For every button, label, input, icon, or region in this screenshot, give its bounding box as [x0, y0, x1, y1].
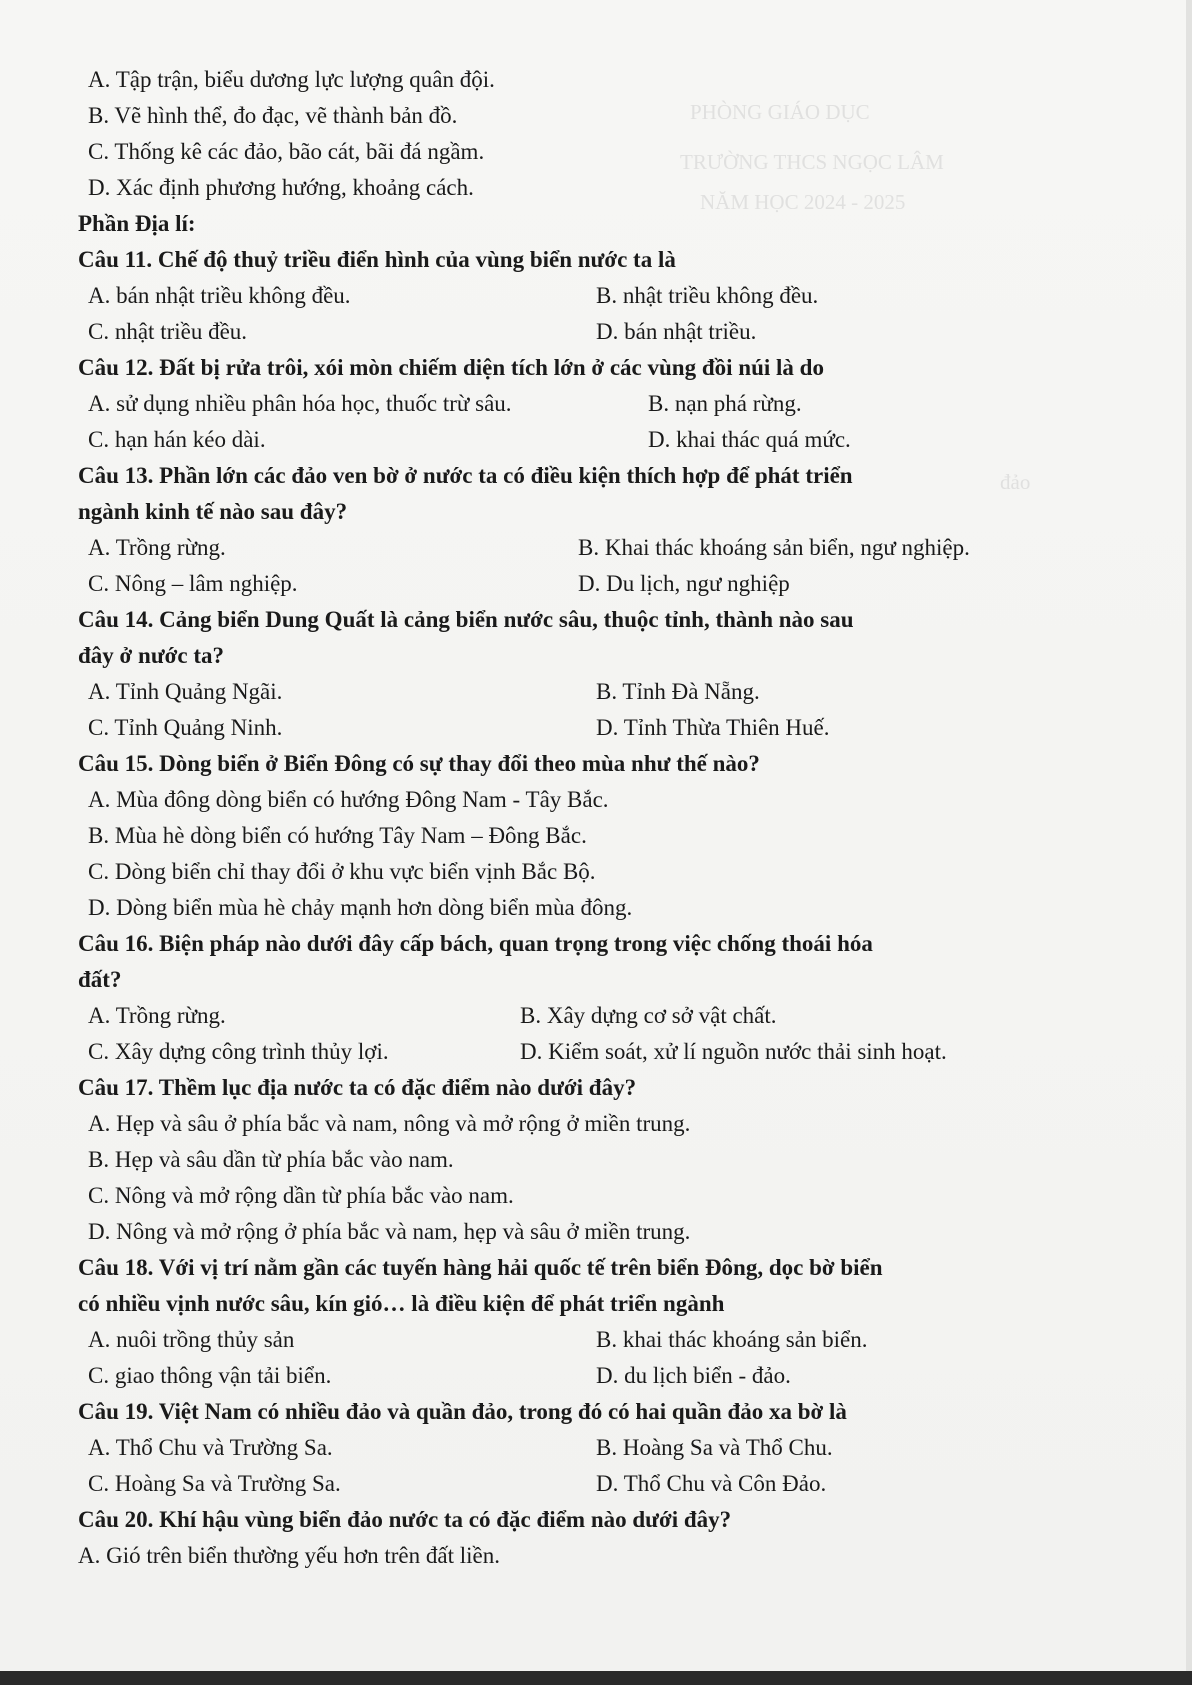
question-19: Câu 19. Việt Nam có nhiều đảo và quần đảo, trong đó có hai quần đảo xa bờ là: [78, 1399, 847, 1424]
show-through-text: đảo: [1000, 470, 1031, 494]
question-13: Câu 13. Phần lớn các đảo ven bờ ở nước ta có điều kiện thích hợp để phát triển: [78, 463, 853, 488]
option-d: D. Kiểm soát, xử lí nguồn nước thải sinh hoạt.: [520, 1039, 947, 1064]
option-row: [78, 566, 1118, 602]
option-row: [78, 422, 1118, 458]
show-through-text: TRƯỜNG THCS NGỌC LÂM: [680, 150, 944, 174]
scan-border: [0, 1671, 1192, 1685]
option-d: D. Thổ Chu và Côn Đảo.: [596, 1471, 827, 1496]
option-d: D. khai thác quá mức.: [648, 427, 851, 452]
option-b: B. Hẹp và sâu dần từ phía bắc vào nam.: [88, 1147, 454, 1172]
option-c: C. Tỉnh Quảng Ninh.: [88, 715, 283, 740]
option-b: B. nhật triều không đều.: [596, 283, 819, 308]
question-16: Câu 16. Biện pháp nào dưới đây cấp bách, quan trọng trong việc chống thoái hóa: [78, 931, 873, 956]
option-d: D. Nông và mở rộng ở phía bắc và nam, hẹp và sâu ở miền trung.: [88, 1219, 691, 1244]
option-c: C. Nông và mở rộng dần từ phía bắc vào nam.: [88, 1183, 514, 1208]
option-row: [78, 1034, 1118, 1070]
question-14: Câu 14. Cảng biển Dung Quất là cảng biển nước sâu, thuộc tỉnh, thành nào sau: [78, 607, 854, 632]
option-a: A. sử dụng nhiều phân hóa học, thuốc trừ sâu.: [88, 391, 512, 416]
option-a: A. Trồng rừng.: [88, 1003, 226, 1028]
exam-content: [78, 62, 1118, 1574]
option-row: [78, 314, 1118, 350]
option-d: D. Tỉnh Thừa Thiên Huế.: [596, 715, 830, 740]
option-c: C. Hoàng Sa và Trường Sa.: [88, 1471, 341, 1496]
option-c: C. Thống kê các đảo, bão cát, bãi đá ngầm.: [88, 139, 485, 164]
question-20: Câu 20. Khí hậu vùng biển đảo nước ta có đặc điểm nào dưới đây?: [78, 1507, 732, 1532]
option-b: B. Xây dựng cơ sở vật chất.: [520, 1003, 777, 1028]
option-b: B. Hoàng Sa và Thổ Chu.: [596, 1435, 833, 1460]
option-a: A. Tỉnh Quảng Ngãi.: [88, 679, 283, 704]
option-b: B. Tỉnh Đà Nẵng.: [596, 679, 760, 704]
option-d: D. du lịch biển - đảo.: [596, 1363, 791, 1388]
show-through-text: PHÒNG GIÁO DỤC: [690, 100, 870, 124]
question-16-cont: đất?: [78, 967, 122, 992]
page-edge: [1186, 0, 1192, 1685]
question-17: Câu 17. Thềm lục địa nước ta có đặc điểm nào dưới đây?: [78, 1075, 637, 1100]
question-18: Câu 18. Với vị trí nằm gần các tuyến hàng hải quốc tế trên biển Đông, dọc bờ biển: [78, 1255, 883, 1280]
show-through-text: NĂM HỌC 2024 - 2025: [700, 190, 906, 214]
option-d: D. Dòng biển mùa hè chảy mạnh hơn dòng biển mùa đông.: [88, 895, 633, 920]
option-b: B. Vẽ hình thể, đo đạc, vẽ thành bản đồ.: [88, 103, 458, 128]
option-a: A. bán nhật triều không đều.: [88, 283, 351, 308]
option-row: [78, 674, 1118, 710]
option-row: [78, 386, 1118, 422]
option-b: B. khai thác khoáng sản biển.: [596, 1327, 868, 1352]
option-b: B. Khai thác khoáng sản biển, ngư nghiệp.: [578, 535, 970, 560]
question-14-cont: đây ở nước ta?: [78, 643, 224, 668]
option-row: [78, 1358, 1118, 1394]
option-c: C. Dòng biển chỉ thay đổi ở khu vực biển vịnh Bắc Bộ.: [88, 859, 596, 884]
option-c: C. giao thông vận tải biển.: [88, 1363, 332, 1388]
option-a: A. Mùa đông dòng biển có hướng Đông Nam - Tây Bắc.: [88, 787, 609, 812]
option-c: C. Nông – lâm nghiệp.: [88, 571, 298, 596]
question-12: Câu 12. Đất bị rửa trôi, xói mòn chiếm diện tích lớn ở các vùng đồi núi là do: [78, 355, 824, 380]
section-heading: Phần Địa lí:: [78, 211, 196, 236]
option-c: C. Xây dựng công trình thủy lợi.: [88, 1039, 389, 1064]
option-b: B. Mùa hè dòng biển có hướng Tây Nam – Đông Bắc.: [88, 823, 587, 848]
option-row: [78, 1430, 1118, 1466]
option-a: A. Trồng rừng.: [88, 535, 226, 560]
option-row: [78, 278, 1118, 314]
option-row: [78, 1322, 1118, 1358]
option-row: [78, 1466, 1118, 1502]
option-row: [78, 530, 1118, 566]
option-a: A. nuôi trồng thủy sản: [88, 1327, 295, 1352]
question-15: Câu 15. Dòng biển ở Biển Đông có sự thay đổi theo mùa như thế nào?: [78, 751, 760, 776]
question-18-cont: có nhiều vịnh nước sâu, kín gió… là điều kiện để phát triển ngành: [78, 1291, 725, 1316]
question-11: Câu 11. Chế độ thuỷ triều điển hình của vùng biển nước ta là: [78, 247, 676, 272]
option-d: D. Xác định phương hướng, khoảng cách.: [88, 175, 474, 200]
option-a: A. Tập trận, biểu dương lực lượng quân đội.: [88, 67, 495, 92]
option-a: A. Gió trên biển thường yếu hơn trên đất liền.: [78, 1543, 500, 1568]
option-d: D. Du lịch, ngư nghiệp: [578, 571, 790, 596]
option-a: A. Hẹp và sâu ở phía bắc và nam, nông và mở rộng ở miền trung.: [88, 1111, 691, 1136]
question-13-cont: ngành kinh tế nào sau đây?: [78, 499, 348, 524]
option-c: C. hạn hán kéo dài.: [88, 427, 266, 452]
option-c: C. nhật triều đều.: [88, 319, 248, 344]
option-a: A. Thổ Chu và Trường Sa.: [88, 1435, 333, 1460]
option-row: [78, 710, 1118, 746]
option-d: D. bán nhật triều.: [596, 319, 757, 344]
option-b: B. nạn phá rừng.: [648, 391, 802, 416]
option-row: [78, 998, 1118, 1034]
